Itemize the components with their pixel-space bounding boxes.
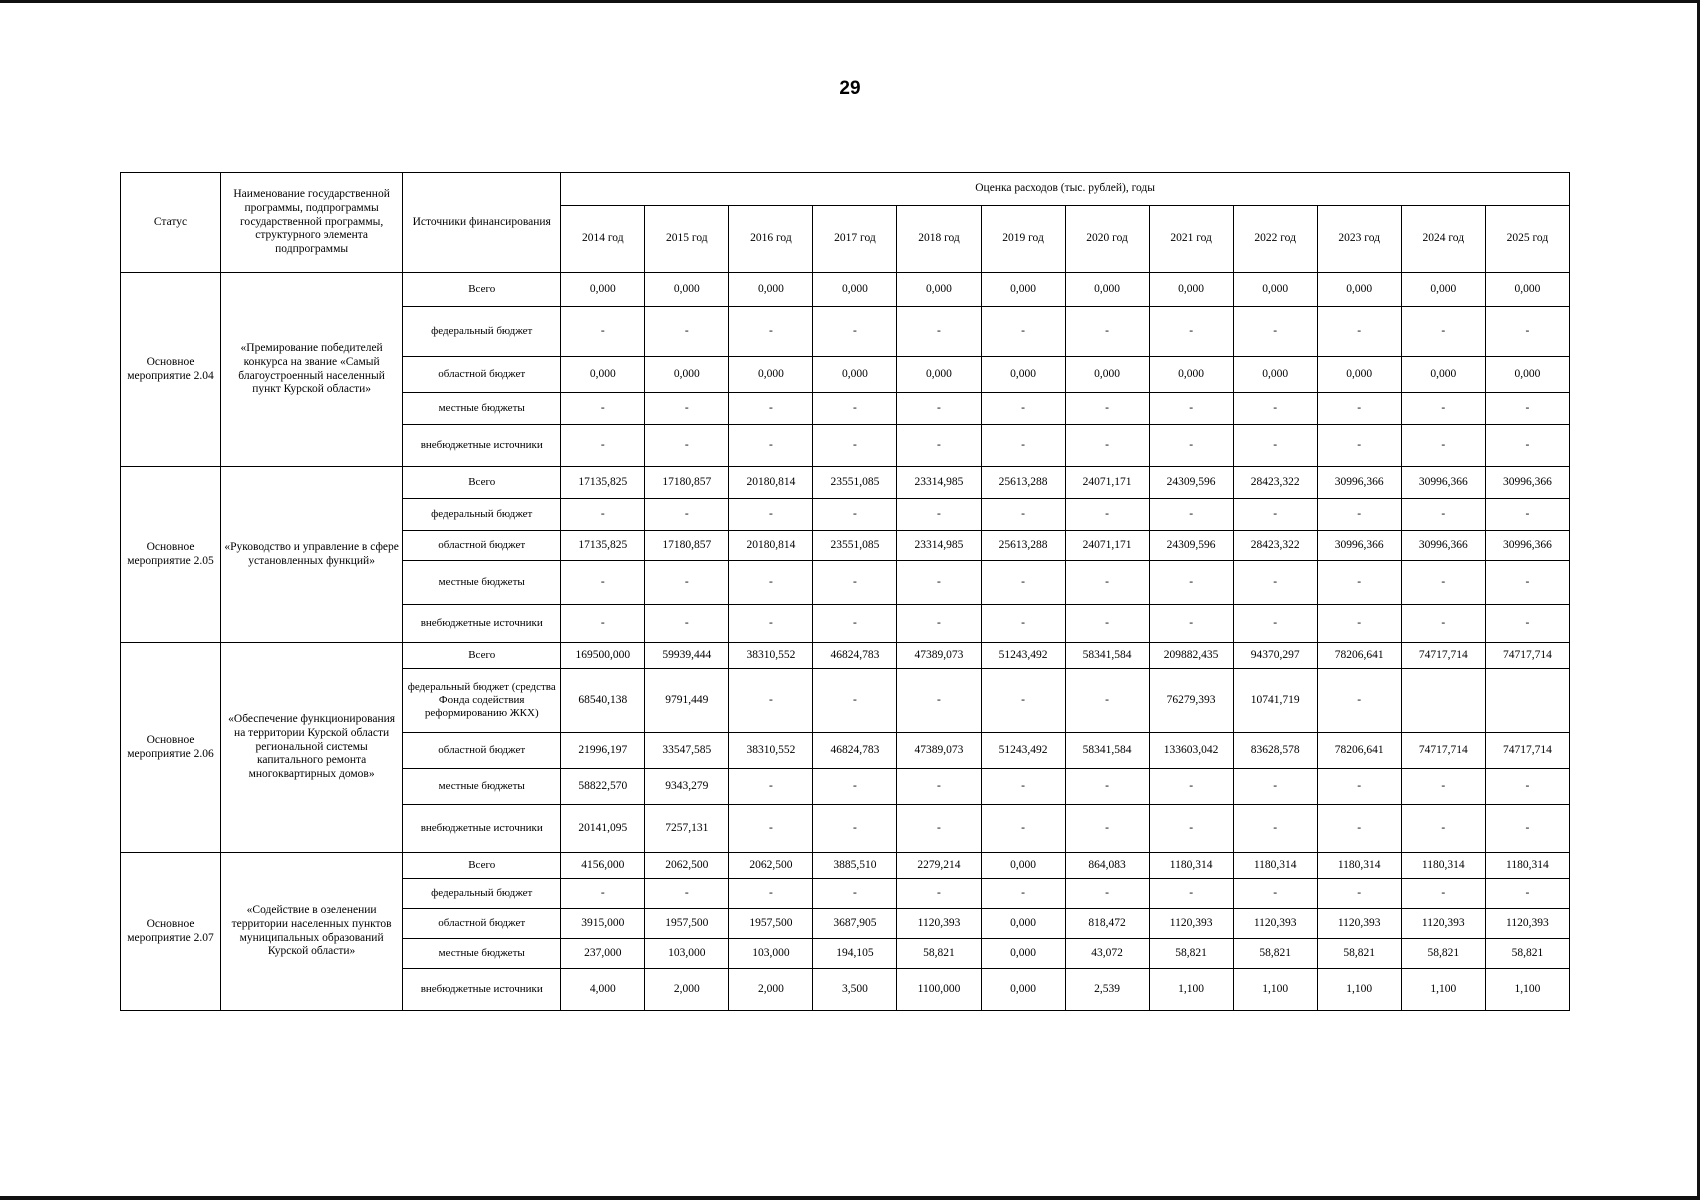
value-cell: - <box>897 561 981 605</box>
value-cell: 47389,073 <box>897 733 981 769</box>
value-cell: - <box>813 393 897 425</box>
value-cell: 33547,585 <box>645 733 729 769</box>
value-cell: 58341,584 <box>1065 643 1149 669</box>
value-cell: 38310,552 <box>729 643 813 669</box>
value-cell: 78206,641 <box>1317 733 1401 769</box>
value-cell: - <box>645 393 729 425</box>
value-cell: 1,100 <box>1149 969 1233 1011</box>
value-cell: 4156,000 <box>561 853 645 879</box>
value-cell: - <box>981 561 1065 605</box>
value-cell: - <box>1317 805 1401 853</box>
value-cell: - <box>1485 805 1569 853</box>
funding-source-cell: Всего <box>403 643 561 669</box>
header-year: 2022 год <box>1233 206 1317 273</box>
value-cell: - <box>897 669 981 733</box>
program-name-cell: «Премирование победителей конкурса на звание «Самый благоустроенный населенный пункт Курской области» <box>221 273 403 467</box>
value-cell: - <box>1233 605 1317 643</box>
value-cell: 9343,279 <box>645 769 729 805</box>
value-cell <box>1485 669 1569 733</box>
value-cell: - <box>1065 879 1149 909</box>
header-year: 2020 год <box>1065 206 1149 273</box>
status-cell: Основное мероприятие 2.04 <box>121 273 221 467</box>
funding-source-cell: внебюджетные источники <box>403 805 561 853</box>
value-cell: 4,000 <box>561 969 645 1011</box>
value-cell: - <box>1149 879 1233 909</box>
value-cell: 58,821 <box>897 939 981 969</box>
funding-source-cell: федеральный бюджет <box>403 879 561 909</box>
funding-source-cell: Всего <box>403 467 561 499</box>
value-cell: 0,000 <box>1485 357 1569 393</box>
funding-source-cell: федеральный бюджет <box>403 499 561 531</box>
value-cell: - <box>561 499 645 531</box>
value-cell: 30996,366 <box>1485 531 1569 561</box>
header-year: 2025 год <box>1485 206 1569 273</box>
value-cell: - <box>1317 499 1401 531</box>
value-cell: 76279,393 <box>1149 669 1233 733</box>
value-cell: - <box>1485 769 1569 805</box>
value-cell: 3,500 <box>813 969 897 1011</box>
status-cell: Основное мероприятие 2.07 <box>121 853 221 1011</box>
value-cell: - <box>813 669 897 733</box>
value-cell: 30996,366 <box>1485 467 1569 499</box>
value-cell: 47389,073 <box>897 643 981 669</box>
value-cell: 1957,500 <box>645 909 729 939</box>
value-cell: - <box>813 499 897 531</box>
table-row <box>121 467 1570 499</box>
value-cell: 58822,570 <box>561 769 645 805</box>
value-cell: 24309,596 <box>1149 467 1233 499</box>
page-number: 29 <box>839 78 861 99</box>
value-cell: 23551,085 <box>813 531 897 561</box>
value-cell: - <box>1317 425 1401 467</box>
header-year: 2021 год <box>1149 206 1233 273</box>
value-cell: 51243,492 <box>981 643 1065 669</box>
value-cell: 1120,393 <box>1401 909 1485 939</box>
value-cell: - <box>645 561 729 605</box>
header-row-top <box>121 173 1570 206</box>
value-cell: 28423,322 <box>1233 531 1317 561</box>
funding-source-cell: местные бюджеты <box>403 769 561 805</box>
value-cell: 1120,393 <box>1233 909 1317 939</box>
value-cell: - <box>1485 499 1569 531</box>
value-cell: - <box>561 605 645 643</box>
value-cell: 1,100 <box>1317 969 1401 1011</box>
value-cell: - <box>813 805 897 853</box>
value-cell: 0,000 <box>729 273 813 307</box>
value-cell: - <box>813 879 897 909</box>
value-cell: - <box>1401 499 1485 531</box>
value-cell: 28423,322 <box>1233 467 1317 499</box>
header-year: 2019 год <box>981 206 1065 273</box>
value-cell: 169500,000 <box>561 643 645 669</box>
value-cell: 0,000 <box>981 969 1065 1011</box>
header-year: 2023 год <box>1317 206 1401 273</box>
value-cell: 10741,719 <box>1233 669 1317 733</box>
value-cell: - <box>1149 805 1233 853</box>
value-cell: 43,072 <box>1065 939 1149 969</box>
value-cell: - <box>561 393 645 425</box>
value-cell: 3885,510 <box>813 853 897 879</box>
value-cell: - <box>1485 561 1569 605</box>
value-cell: - <box>1485 879 1569 909</box>
value-cell: - <box>561 425 645 467</box>
value-cell: 194,105 <box>813 939 897 969</box>
value-cell: 1180,314 <box>1485 853 1569 879</box>
status-cell: Основное мероприятие 2.05 <box>121 467 221 643</box>
value-cell: - <box>1233 769 1317 805</box>
value-cell: - <box>897 307 981 357</box>
value-cell: - <box>813 605 897 643</box>
value-cell: 237,000 <box>561 939 645 969</box>
value-cell: 38310,552 <box>729 733 813 769</box>
value-cell: 74717,714 <box>1401 643 1485 669</box>
value-cell: - <box>1149 605 1233 643</box>
value-cell: - <box>1233 879 1317 909</box>
value-cell: 0,000 <box>897 357 981 393</box>
value-cell: - <box>1485 425 1569 467</box>
value-cell: 0,000 <box>813 357 897 393</box>
value-cell: - <box>1149 499 1233 531</box>
value-cell: 3687,905 <box>813 909 897 939</box>
value-cell: - <box>729 561 813 605</box>
value-cell: - <box>813 425 897 467</box>
value-cell <box>1401 669 1485 733</box>
value-cell: - <box>897 393 981 425</box>
value-cell: 24071,171 <box>1065 467 1149 499</box>
value-cell: 0,000 <box>1317 273 1401 307</box>
value-cell: - <box>1065 499 1149 531</box>
value-cell: 0,000 <box>1233 273 1317 307</box>
value-cell: - <box>1485 307 1569 357</box>
value-cell: 7257,131 <box>645 805 729 853</box>
value-cell: 133603,042 <box>1149 733 1233 769</box>
funding-source-cell: Всего <box>403 853 561 879</box>
value-cell: - <box>1485 393 1569 425</box>
value-cell: 24071,171 <box>1065 531 1149 561</box>
value-cell: 864,083 <box>1065 853 1149 879</box>
value-cell: 46824,783 <box>813 643 897 669</box>
value-cell: 9791,449 <box>645 669 729 733</box>
value-cell: 94370,297 <box>1233 643 1317 669</box>
value-cell: 1180,314 <box>1233 853 1317 879</box>
header-year: 2015 год <box>645 206 729 273</box>
value-cell: 46824,783 <box>813 733 897 769</box>
value-cell: 74717,714 <box>1485 733 1569 769</box>
value-cell: - <box>561 561 645 605</box>
value-cell: 23314,985 <box>897 467 981 499</box>
program-name-cell: «Содействие в озеленении территории населенных пунктов муниципальных образований Курской области» <box>221 853 403 1011</box>
value-cell: - <box>1065 307 1149 357</box>
value-cell: 58341,584 <box>1065 733 1149 769</box>
funding-source-cell: внебюджетные источники <box>403 969 561 1011</box>
value-cell: - <box>1317 879 1401 909</box>
value-cell: 58,821 <box>1233 939 1317 969</box>
budget-table <box>120 172 1570 1011</box>
value-cell: 30996,366 <box>1317 531 1401 561</box>
value-cell: - <box>1401 605 1485 643</box>
value-cell: - <box>1401 307 1485 357</box>
value-cell: - <box>729 805 813 853</box>
value-cell: - <box>1149 307 1233 357</box>
value-cell: 2,000 <box>729 969 813 1011</box>
value-cell: - <box>981 805 1065 853</box>
value-cell: - <box>1401 393 1485 425</box>
value-cell: - <box>1317 561 1401 605</box>
value-cell: 1180,314 <box>1401 853 1485 879</box>
page-border-bottom <box>0 1196 1700 1200</box>
value-cell: - <box>729 879 813 909</box>
header-status: Статус <box>121 173 221 273</box>
value-cell: - <box>813 561 897 605</box>
value-cell: 0,000 <box>897 273 981 307</box>
header-expenses: Оценка расходов (тыс. рублей), годы <box>561 173 1570 206</box>
value-cell: - <box>897 605 981 643</box>
value-cell: 0,000 <box>981 939 1065 969</box>
value-cell: - <box>1401 561 1485 605</box>
value-cell: - <box>1065 605 1149 643</box>
value-cell: - <box>1233 805 1317 853</box>
value-cell: 58,821 <box>1149 939 1233 969</box>
value-cell: - <box>1485 605 1569 643</box>
value-cell: - <box>813 769 897 805</box>
value-cell: - <box>981 499 1065 531</box>
value-cell: 1180,314 <box>1317 853 1401 879</box>
value-cell: - <box>897 805 981 853</box>
value-cell: 24309,596 <box>1149 531 1233 561</box>
value-cell: - <box>1317 769 1401 805</box>
value-cell: 2,000 <box>645 969 729 1011</box>
value-cell: - <box>645 605 729 643</box>
value-cell: 78206,641 <box>1317 643 1401 669</box>
table-row <box>121 853 1570 879</box>
value-cell: - <box>729 605 813 643</box>
funding-source-cell: местные бюджеты <box>403 393 561 425</box>
value-cell: - <box>1149 769 1233 805</box>
funding-source-cell: областной бюджет <box>403 733 561 769</box>
value-cell: - <box>729 307 813 357</box>
value-cell: 58,821 <box>1485 939 1569 969</box>
value-cell: - <box>981 605 1065 643</box>
funding-source-cell: Всего <box>403 273 561 307</box>
value-cell: 0,000 <box>813 273 897 307</box>
value-cell: 103,000 <box>645 939 729 969</box>
value-cell: 2,539 <box>1065 969 1149 1011</box>
value-cell: 1,100 <box>1485 969 1569 1011</box>
value-cell: - <box>645 307 729 357</box>
funding-source-cell: местные бюджеты <box>403 939 561 969</box>
value-cell: 2062,500 <box>729 853 813 879</box>
value-cell: 0,000 <box>981 357 1065 393</box>
value-cell: 2062,500 <box>645 853 729 879</box>
value-cell: - <box>729 425 813 467</box>
value-cell: 0,000 <box>1065 273 1149 307</box>
value-cell: 20180,814 <box>729 531 813 561</box>
value-cell: 0,000 <box>645 273 729 307</box>
value-cell: 17135,825 <box>561 531 645 561</box>
value-cell: 30996,366 <box>1317 467 1401 499</box>
value-cell: 1120,393 <box>1485 909 1569 939</box>
value-cell: - <box>1233 393 1317 425</box>
value-cell: 1100,000 <box>897 969 981 1011</box>
value-cell: - <box>561 879 645 909</box>
value-cell: 0,000 <box>561 273 645 307</box>
header-year: 2018 год <box>897 206 981 273</box>
value-cell: 0,000 <box>1149 273 1233 307</box>
value-cell: 1120,393 <box>1149 909 1233 939</box>
value-cell: 25613,288 <box>981 467 1065 499</box>
value-cell: 23551,085 <box>813 467 897 499</box>
value-cell: 21996,197 <box>561 733 645 769</box>
value-cell: 59939,444 <box>645 643 729 669</box>
value-cell: 30996,366 <box>1401 467 1485 499</box>
value-cell: 0,000 <box>1233 357 1317 393</box>
value-cell: 0,000 <box>1401 357 1485 393</box>
value-cell: - <box>561 307 645 357</box>
value-cell: - <box>1233 307 1317 357</box>
value-cell: 20180,814 <box>729 467 813 499</box>
value-cell: - <box>981 307 1065 357</box>
value-cell: 58,821 <box>1401 939 1485 969</box>
funding-source-cell: внебюджетные источники <box>403 605 561 643</box>
value-cell: - <box>1317 669 1401 733</box>
value-cell: - <box>645 425 729 467</box>
value-cell: - <box>1317 307 1401 357</box>
header-funding-source: Источники финансирования <box>403 173 561 273</box>
value-cell: - <box>1065 769 1149 805</box>
value-cell: - <box>1149 425 1233 467</box>
funding-source-cell: федеральный бюджет (средства Фонда содействия реформированию ЖКХ) <box>403 669 561 733</box>
value-cell: - <box>1401 769 1485 805</box>
header-program-name: Наименование государственной программы, подпрограммы государственной программы, структурного элемента подпрограммы <box>221 173 403 273</box>
value-cell: 1120,393 <box>897 909 981 939</box>
value-cell: - <box>645 499 729 531</box>
value-cell: 0,000 <box>981 853 1065 879</box>
value-cell: 0,000 <box>1317 357 1401 393</box>
value-cell: - <box>813 307 897 357</box>
value-cell: 51243,492 <box>981 733 1065 769</box>
value-cell: 0,000 <box>1065 357 1149 393</box>
funding-source-cell: областной бюджет <box>403 909 561 939</box>
value-cell: - <box>981 669 1065 733</box>
value-cell: 1957,500 <box>729 909 813 939</box>
value-cell: 0,000 <box>645 357 729 393</box>
value-cell: 818,472 <box>1065 909 1149 939</box>
funding-source-cell: областной бюджет <box>403 531 561 561</box>
value-cell: - <box>1317 605 1401 643</box>
value-cell: 103,000 <box>729 939 813 969</box>
value-cell: 17180,857 <box>645 467 729 499</box>
value-cell: 209882,435 <box>1149 643 1233 669</box>
value-cell: 20141,095 <box>561 805 645 853</box>
value-cell: - <box>729 499 813 531</box>
value-cell: 0,000 <box>561 357 645 393</box>
value-cell: - <box>981 879 1065 909</box>
value-cell: - <box>897 769 981 805</box>
header-year: 2016 год <box>729 206 813 273</box>
value-cell: - <box>729 769 813 805</box>
value-cell: - <box>897 879 981 909</box>
funding-source-cell: областной бюджет <box>403 357 561 393</box>
table-header <box>121 173 1570 273</box>
value-cell: - <box>729 669 813 733</box>
table-row <box>121 273 1570 307</box>
header-year: 2014 год <box>561 206 645 273</box>
value-cell: 23314,985 <box>897 531 981 561</box>
value-cell: - <box>1401 425 1485 467</box>
value-cell: - <box>981 425 1065 467</box>
status-cell: Основное мероприятие 2.06 <box>121 643 221 853</box>
value-cell: - <box>981 393 1065 425</box>
value-cell: - <box>1233 561 1317 605</box>
funding-source-cell: местные бюджеты <box>403 561 561 605</box>
value-cell: 58,821 <box>1317 939 1401 969</box>
value-cell: - <box>729 393 813 425</box>
value-cell: 30996,366 <box>1401 531 1485 561</box>
value-cell: 0,000 <box>729 357 813 393</box>
value-cell: 2279,214 <box>897 853 981 879</box>
table-row <box>121 643 1570 669</box>
value-cell: 0,000 <box>981 909 1065 939</box>
value-cell: 1,100 <box>1233 969 1317 1011</box>
value-cell: - <box>1065 669 1149 733</box>
page-border-top <box>0 0 1700 3</box>
value-cell: - <box>1065 393 1149 425</box>
value-cell: 17135,825 <box>561 467 645 499</box>
value-cell: - <box>981 769 1065 805</box>
value-cell: - <box>1149 561 1233 605</box>
value-cell: 68540,138 <box>561 669 645 733</box>
value-cell: 1,100 <box>1401 969 1485 1011</box>
table-body <box>121 273 1570 1011</box>
value-cell: - <box>1233 425 1317 467</box>
value-cell: - <box>1401 879 1485 909</box>
funding-source-cell: федеральный бюджет <box>403 307 561 357</box>
value-cell: 0,000 <box>1149 357 1233 393</box>
value-cell: - <box>645 879 729 909</box>
program-name-cell: «Руководство и управление в сфере установленных функций» <box>221 467 403 643</box>
value-cell: 1120,393 <box>1317 909 1401 939</box>
value-cell: - <box>1233 499 1317 531</box>
funding-source-cell: внебюджетные источники <box>403 425 561 467</box>
value-cell: - <box>1065 425 1149 467</box>
value-cell: 74717,714 <box>1401 733 1485 769</box>
value-cell: 74717,714 <box>1485 643 1569 669</box>
value-cell: - <box>1065 805 1149 853</box>
value-cell: - <box>1149 393 1233 425</box>
value-cell: 1180,314 <box>1149 853 1233 879</box>
value-cell: 17180,857 <box>645 531 729 561</box>
value-cell: 0,000 <box>1401 273 1485 307</box>
program-name-cell: «Обеспечение функционирования на территории Курской области региональной системы капитального ремонта многоквартирных домов» <box>221 643 403 853</box>
value-cell: - <box>1065 561 1149 605</box>
value-cell: 0,000 <box>1485 273 1569 307</box>
header-year: 2024 год <box>1401 206 1485 273</box>
value-cell: 25613,288 <box>981 531 1065 561</box>
value-cell: - <box>1401 805 1485 853</box>
header-year: 2017 год <box>813 206 897 273</box>
value-cell: - <box>1317 393 1401 425</box>
value-cell: 3915,000 <box>561 909 645 939</box>
value-cell: 83628,578 <box>1233 733 1317 769</box>
value-cell: - <box>897 425 981 467</box>
value-cell: - <box>897 499 981 531</box>
value-cell: 0,000 <box>981 273 1065 307</box>
